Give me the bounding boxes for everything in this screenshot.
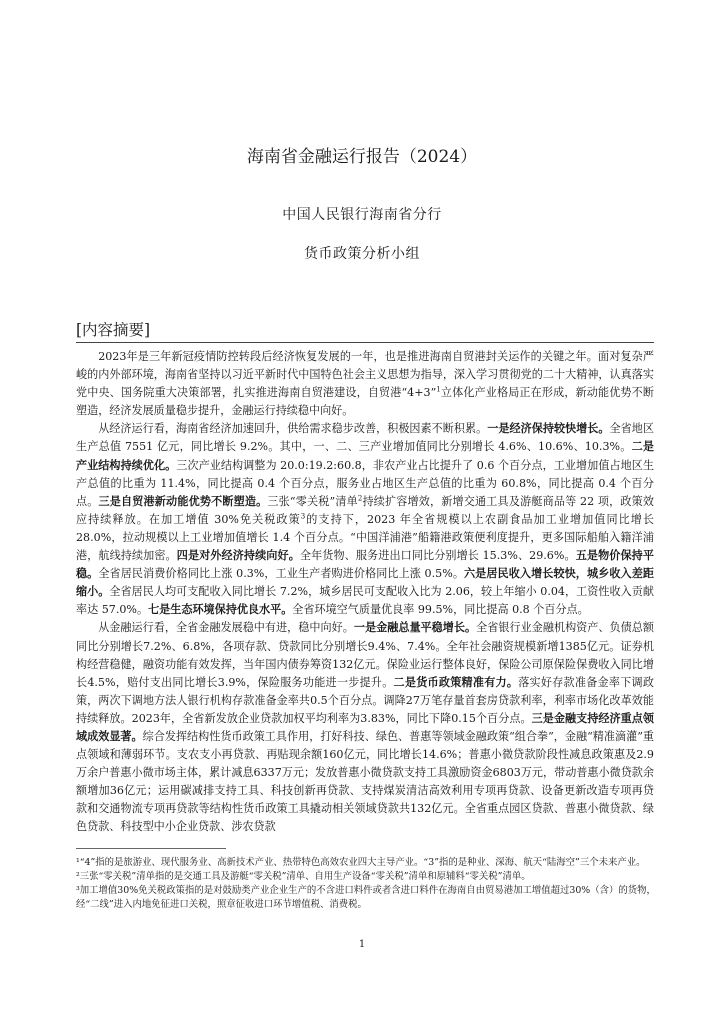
text-run: 全省居民消费价格同比上涨 0.3%，工业生产者购进价格同比上涨 0.5%。 [98,567,464,581]
organization-name: 中国人民银行海南省分行 [282,207,442,223]
footnote-marker: 1 [436,385,441,394]
text-run: 综合发挥结构性货币政策工具作用，打好科技、绿色、普惠等领域金融政策“组合拳”，金融“精准滴灌”重点领域和薄弱环节。支农支小再贷款、再贴现余额160亿元，同比增长14.6%；普惠小微贷款阶段性减息政策惠及2.9万余户普惠小微市场主体，累计减息6337万元；发放普惠小微贷款支持工具激励资金6803万元，带动普惠小微贷款余额增加36亿元；运用碳减排支持工具、科技创新再贷款、支持煤炭清洁高效利用专项再贷款、设备更新改造专项再贷款和交通物流专项再贷款等结构性货币政策工具撬动相关领域贷款共132亿元。全省重点园区贷款、普惠小微贷款、绿色贷款、科技型中小企业贷款、涉农贷款 [76,729,654,834]
text-run: 全省居民人均可支配收入同比增长 7.2%，城乡居民可支配收入比为 2.06，较上年缩小 0.04，工资性收入贡献率达 57.0%。 [76,585,654,617]
summary-paragraph [76,348,654,420]
summary-paragraph [76,619,654,836]
section-divider [76,342,654,343]
text-run: 从经济运行看，海南省经济加速回升，供给需求稳步改善，积极因素不断积累。 [98,422,488,436]
footnotes [76,856,656,912]
text-run: 的支持下，2023 年全省规模以上农副食品加工业增加值同比增长 28.0%，拉动规模以上工业增加值增长 1.4 个百分点。“中国洋浦港”船籍港政策便利度提升，更多国际船舶入籍洋浦港，航线持续加密。 [76,512,655,563]
footnote: ²三张“零关税”清单指的是交通工具及游艇“零关税”清单、自用生产设备“零关税”清单和原辅料“零关税”清单。 [76,871,531,882]
team-name: 货币政策分析小组 [304,246,420,262]
text-run: 全年货物、服务进出口同比分别增长 15.3%、29.6%。 [299,549,576,563]
section-heading: [内容摘要] [76,321,151,339]
text-run: 2023年是三年新冠疫情防控转段后经济恢复发展的一年，也是推进海南自贸港封关运作的关键之年。面对复杂严峻的内外部环境，海南省坚持以习近平新时代中国特色社会主义思想为指导，深入学习贯彻党的二十大精神，认真落实党中央、国务院重大决策部署，扎实推进海南自贸港建设，自贸港“4+3” [76,350,654,400]
footnote: ³加工增值30%免关税政策指的是对鼓励类产业企业生产的不含进口料件或者含进口料件在海南自由贸易港加工增值超过30%（含）的货物，经“二线”进入内地免征进口关税，照章征收进口环节增值税、消费税。 [76,885,656,910]
text-run: 全省地区生产总值 7551 亿元，同比增长 9.2%。其中，一、二、三产业增加值同比分别增长 4.6%、10.6%、10.3%。 [76,422,654,454]
text-run: 立体化产业格局正在形成，新动能优势不断塑造，经济发展质量稳步提升，金融运行持续稳中向好。 [76,386,654,418]
bold-text-run: 一是金融总量平稳增长。 [353,621,477,635]
text-run: 三次产业结构调整为 20.0:19.2:60.8，非农产业占比提升了 0.6 个百分点，工业增加值占地区生产总值的比重为 11.4%，同比提高 0.4 个百分点，服务业占地区生产总值的比重为 60.8%，同比提高 0.4 个百分点。 [76,458,654,508]
text-run: 全省环境空气质量优良率 99.5%，同比提高 0.8 个百分点。 [292,603,589,617]
footnote: ¹“4”指的是旅游业、现代服务业、高新技术产业、热带特色高效农业四大主导产业。“3”指的是种业、深海、航天“陆海空”三个未来产业。 [76,857,646,868]
summary-paragraph [76,420,654,619]
bold-text-run: 一是经济保持较快增长。 [487,422,610,436]
bold-text-run: 三是金融支持经济重点领域成效显著。 [76,711,654,743]
text-run: 从金融运行看，全省金融发展稳中有进，稳中向好。 [98,621,354,635]
document-title: 海南省金融运行报告（2024） [246,147,478,167]
bold-text-run: 六是居民收入增长较快，城乡收入差距缩小。 [76,567,654,599]
bold-text-run: 四是对外经济持续向好。 [176,549,300,563]
page-number: 1 [358,939,366,950]
bold-text-run: 三是自贸港新动能优势不断塑造。 [98,494,268,508]
bold-text-run: 七是生态环境保持优良水平。 [148,603,293,617]
bold-text-run: 五是物价保持平稳。 [76,549,654,581]
text-run: 三张“零关税”清单 [267,494,358,508]
bold-text-run: 二是产业结构持续优化。 [76,440,654,472]
footnote-marker: 2 [357,494,363,503]
text-run: 持续扩容增效，新增交通工具及游艇商品等 22 项，政策效应持续释放。在加工增值 30%免关税政策 [76,494,654,526]
summary-body [76,348,654,837]
footnote-marker: 3 [300,512,306,521]
footnote-divider [76,848,226,849]
bold-text-run: 二是货币政策精准有力。 [393,675,519,689]
text-run: 全省银行业金融机构资产、负债总额同比分别增长7.2%、6.8%，各项存款、贷款同比分别增长9.4%、7.4%。全年社会融资规模新增1385亿元。证券机构经营稳健，融资功能有效发挥，当年国内债券筹资132亿元。保险业运行整体良好，保险公司原保险保费收入同比增长4.5%，赔付支出同比增长3.9%，保险服务功能进一步提升。 [76,621,654,689]
text-run: 落实好存款准备金率下调政策，两次下调地方法人银行机构存款准备金率共0.5个百分点。调降27万笔存量首套房贷款利率，利率市场化改革效能持续释放。2023年，全省新发放企业贷款加权平均利率为3.83%，同比下降0.15个百分点。 [76,675,654,725]
